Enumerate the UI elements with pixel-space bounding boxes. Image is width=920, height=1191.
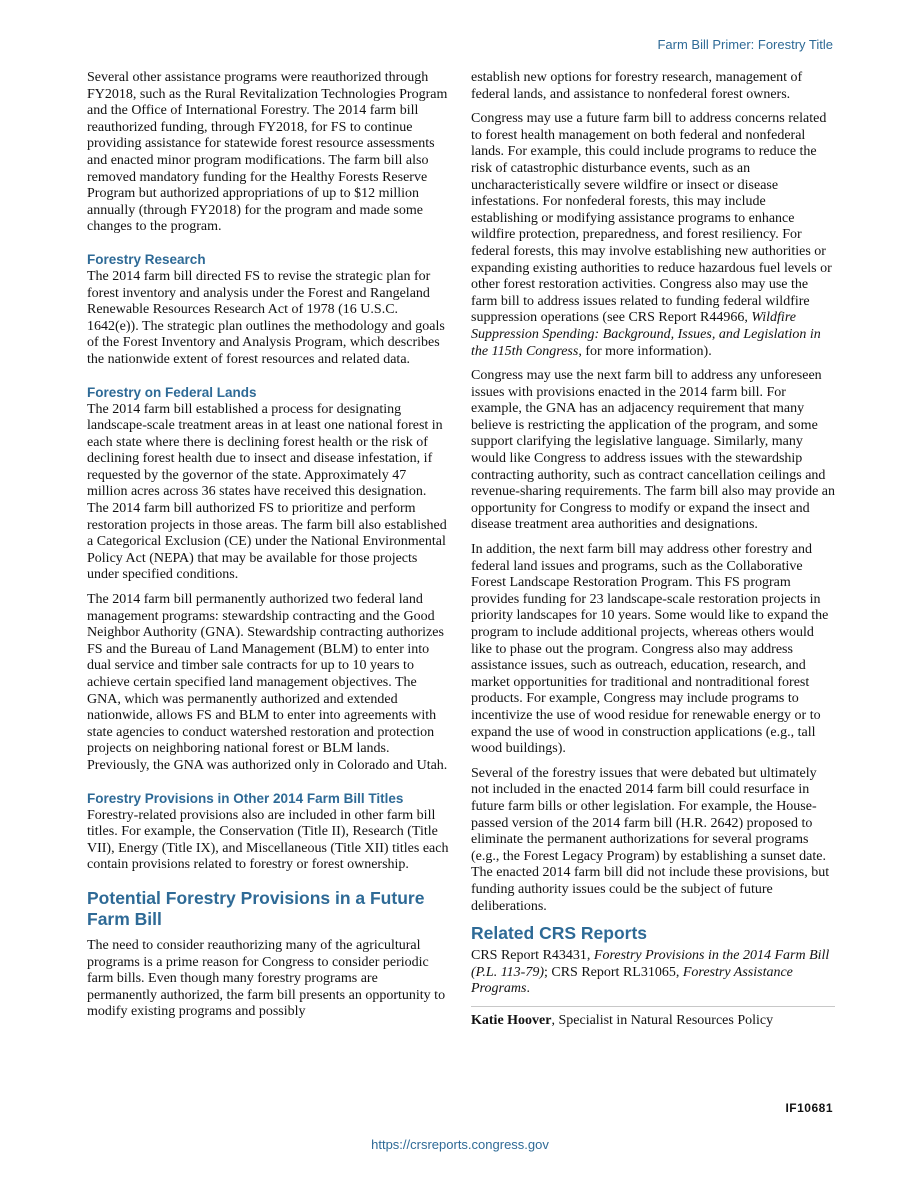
paragraph: In addition, the next farm bill may address other forestry and federal land issues and programs, such as the Collaborative Forest Landscape Restoration Program. This FS program provides funding for 23 landscape-scale restoration projects in priority landscapes for 10 years. Some would like to expand the program to include additional projects, whereas others would like to phase out the program. Congress also may address assistance issues, such as outreach, education, research, and market opportunities for traditional and nontraditional forest products. For example, Congress may include programs to incentivize the use of wood residue for renewable energy or to expand the use of wood in construction applications (e.g., tall wood buildings). [471, 542, 829, 757]
paragraph: establish new options for forestry research, management of federal lands, and assistance to nonfederal forest owners. [471, 70, 803, 102]
text-run: CRS Report R43431, [471, 948, 594, 964]
text-run: . [526, 981, 530, 997]
report-title: Wildfire Suppression Spending: Background, Issues, and Legislation in the 115th Congress [471, 310, 821, 359]
product-code: IF10681 [785, 1101, 833, 1115]
text-run: , for more information). [578, 343, 712, 359]
right-column [471, 70, 835, 1037]
section-heading-forestry-on-federal-lands: Forestry on Federal Lands [87, 384, 257, 400]
paragraph: The need to consider reauthorizing many of the agricultural programs is a prime reason for Congress to consider periodic farm bills. Even though many forestry programs are permanently authorized, the farm bill presents an opportunity to modify existing programs and possibly [87, 937, 446, 1020]
section-heading-related-reports: Related CRS Reports [471, 923, 648, 944]
divider [471, 1006, 835, 1007]
section-heading-other-titles: Forestry Provisions in Other 2014 Farm Bill Titles [87, 790, 404, 806]
section-heading-future-farm-bill: Potential Forestry Provisions in a Future Farm Bill [87, 887, 425, 929]
running-header: Farm Bill Primer: Forestry Title [657, 37, 833, 52]
paragraph [471, 111, 835, 360]
paragraph: Congress may use the next farm bill to address any unforeseen issues with provisions enacted in the 2014 farm bill. For example, the GNA has an adjacency requirement that many believe is restricting the application of the program, and some support clarifying the legislative language. Similarly, many would like Congress to address issues with the stewardship contracting authority, such as contract cancellation ceilings and revenue-sharing requirements. The farm bill also may provide an opportunity for Congress to modify or expand the insect and disease treatment area authorities and designations. [471, 368, 836, 533]
paragraph: The 2014 farm bill directed FS to revise the strategic plan for forest inventory and analysis under the Forest and Rangeland Renewable Resources Research Act of 1978 (16 U.S.C. 1642(e)). The strategic plan outlines the methodology and goals of the Forest Inventory and Analysis Program, which describes the nationwide extent of forest resources and related data. [87, 268, 445, 367]
report-title: Forestry Assistance Programs [471, 964, 793, 997]
paragraph: The 2014 farm bill permanently authorized two federal land management programs: stewardship contracting and the Good Neighbor Authority (GNA). Stewardship contracting authorizes FS and the Bureau of Land Management (BLM) to enter into dual service and timber sale contracts for up to 10 years to achieve certain specified land management objectives. The GNA, which was permanently authorized and extended nationwide, allows FS and BLM to enter into agreements with state agencies to conduct watershed restoration and protection projects on neighboring national forest or BLM lands. Previously, the GNA was authorized only in Colorado and Utah. [87, 592, 448, 773]
text-run: ; CRS Report RL31065, [543, 964, 683, 980]
report-title: Forestry Provisions in the 2014 Farm Bill (P.L. 113-79) [471, 948, 830, 980]
paragraph: The 2014 farm bill established a process for designating landscape-scale treatment areas in at least one national forest in each state where there is declining forest health or the risk of declining forest health due to insect and disease infestation, if requested by the governor of the state. Approximately 47 million acres across 36 states have received this designation. The 2014 farm bill authorized FS to prioritize and perform restoration projects in those areas. The farm bill also established a Categorical Exclusion (CE) under the National Environmental Policy Act (NEPA) that may be available for those projects under specified conditions. [87, 401, 447, 583]
paragraph: Forestry-related provisions also are included in other farm bill titles. For example, the Conservation (Title II), Research (Title VII), Energy (Title IX), and Miscellaneous (Title XII) titles each contain provisions related to forestry or forest ownership. [87, 807, 449, 873]
author-title: , Specialist in Natural Resources Policy [551, 1012, 774, 1028]
footer-url[interactable]: https://crsreports.congress.gov [371, 1137, 549, 1152]
left-column [87, 70, 449, 1029]
author-name: Katie Hoover [471, 1012, 552, 1028]
text-run: Congress may use a future farm bill to address concerns related to forest health management on both federal and nonfederal lands. For example, this could include programs to reduce the risk of catastrophic disturbance events, such as an uncharacteristically severe wildfire or insect or disease infestations. For nonfederal forests, this may include establishing or modifying assistance programs to enhance wildfire protection, preparedness, and forest resiliency. For federal forests, this may involve establishing new authorities or expanding existing authorities to reduce hazardous fuel levels or other forest restoration activities. Congress also may use the farm bill to address issues related to funding federal wildfire suppression operations (see CRS Report R44966, [471, 111, 832, 326]
related-reports [471, 948, 835, 998]
section-heading-forestry-research: Forestry Research [87, 251, 206, 267]
author-line [471, 1013, 835, 1030]
paragraph: Several other assistance programs were reauthorized through FY2018, such as the Rural Revitalization Technologies Program and the Office of International Forestry. The 2014 farm bill reauthorized funding, through FY2018, for FS to continue providing assistance for statewide forest resource assessments and enacted minor program modifications. The farm bill also removed mandatory funding for the Healthy Forests Reserve Program but authorized appropriations of up to $12 million annually (through FY2018) for the program and made some changes to the program. [87, 70, 448, 235]
paragraph: Several of the forestry issues that were debated but ultimately not included in the enacted 2014 farm bill could resurface in future farm bills or other legislation. For example, the House-passed version of the 2014 farm bill (H.R. 2642) proposed to eliminate the permanent authorizations for several programs (e.g., the Forest Legacy Program) by establishing a sunset date. The enacted 2014 farm bill did not include these provisions, but funding authority issues could be the subject of future deliberations. [471, 765, 830, 914]
